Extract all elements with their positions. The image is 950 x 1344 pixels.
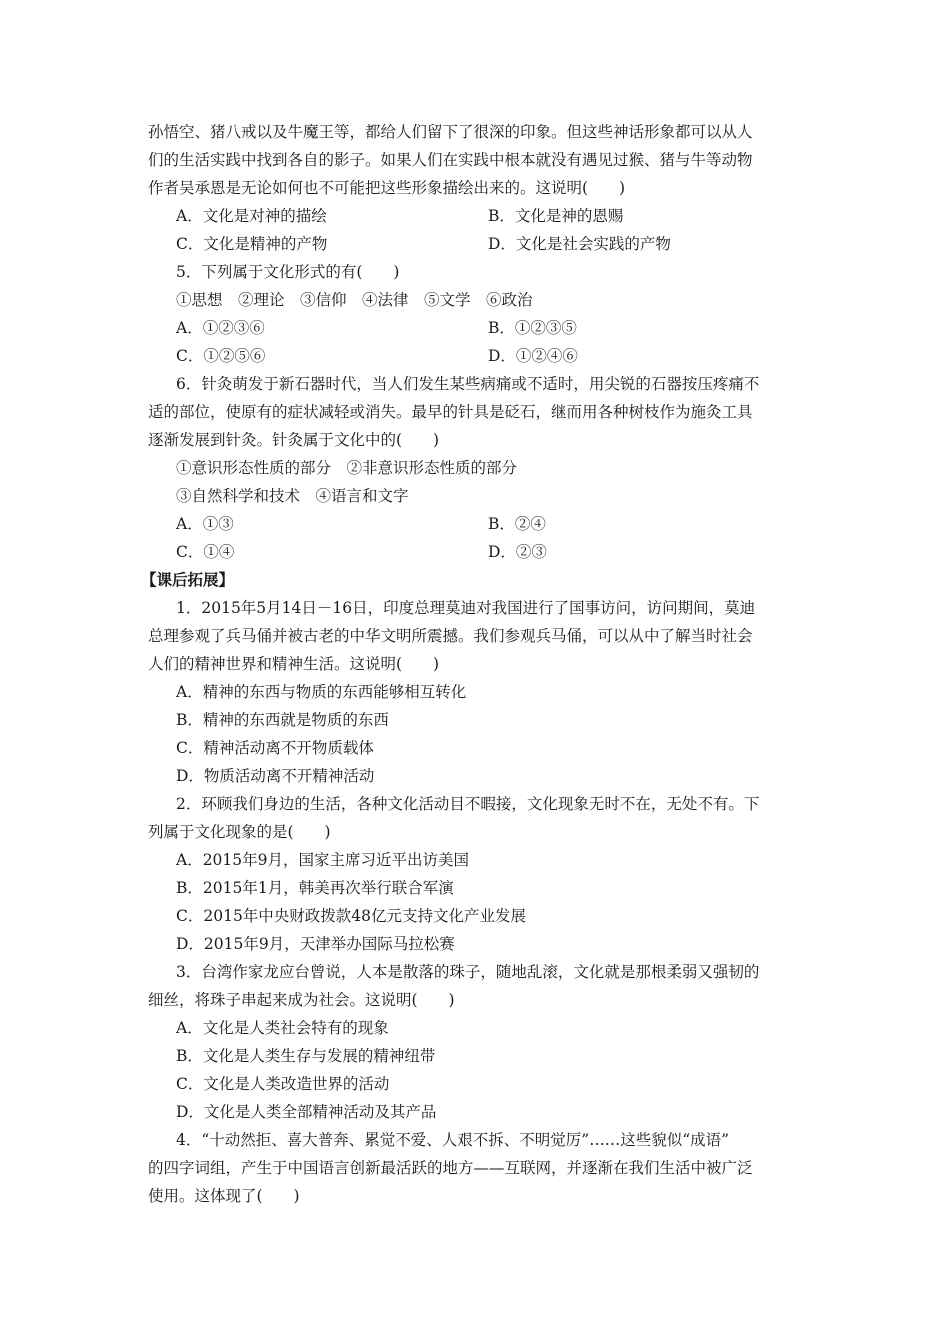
question-stem: 5．下列属于文化形式的有( ) xyxy=(176,263,400,281)
option-a: A．精神的东西与物质的东西能够相互转化 xyxy=(176,683,467,701)
option-b: B．①②③⑤ xyxy=(488,319,577,337)
option-d: D．物质活动离不开精神活动 xyxy=(176,767,375,785)
question-stem: 6．针灸萌发于新石器时代，当人们发生某些病痛或不适时，用尖锐的石器按压疼痛不 xyxy=(176,375,760,393)
option-c: C．①②⑤⑥ xyxy=(176,347,266,365)
question-items: ③自然科学和技术 ④语言和文字 xyxy=(176,487,409,505)
option-d: D．文化是人类全部精神活动及其产品 xyxy=(176,1103,437,1121)
question-stem: 2．环顾我们身边的生活，各种文化活动目不暇接，文化现象无时不在，无处不有。下 xyxy=(176,795,760,813)
question-stem-cont: 的四字词组，产生于中国语言创新最活跃的地方——互联网，并逐渐在我们生活中被广泛 xyxy=(148,1159,753,1177)
option-c: C．文化是精神的产物 xyxy=(176,235,328,253)
question-stem-cont: 适的部位，使原有的症状减轻或消失。最早的针具是砭石，继而用各种树枝作为施灸工具 xyxy=(148,403,753,421)
option-b: B．②④ xyxy=(488,515,546,533)
question-items: ①思想 ②理论 ③信仰 ④法律 ⑤文学 ⑥政治 xyxy=(176,291,533,309)
question-stem: 1．2015年5月14日－16日，印度总理莫迪对我国进行了国事访问，访问期间，莫迪 xyxy=(176,599,756,617)
option-a: A．文化是对神的描绘 xyxy=(176,207,327,225)
option-c: C．精神活动离不开物质载体 xyxy=(176,739,374,757)
question-stem: 4．“十动然拒、喜大普奔、累觉不爱、人艰不拆、不明觉厉”……这些貌似“成语” xyxy=(176,1131,730,1149)
option-a: A．文化是人类社会特有的现象 xyxy=(176,1019,389,1037)
paragraph-line: 们的生活实践中找到各自的影子。如果人们在实践中根本就没有遇见过猴、猪与牛等动物 xyxy=(148,151,753,169)
question-stem-cont: 人们的精神世界和精神生活。这说明( ) xyxy=(148,655,440,673)
question-stem-cont: 逐渐发展到针灸。针灸属于文化中的( ) xyxy=(148,431,440,449)
option-a: A．①②③⑥ xyxy=(176,319,265,337)
option-d: D．2015年9月，天津举办国际马拉松赛 xyxy=(176,935,455,953)
section-heading: 【课后拓展】 xyxy=(141,571,235,589)
question-stem-cont: 使用。这体现了( ) xyxy=(148,1187,300,1205)
option-d: D．②③ xyxy=(488,543,547,561)
question-stem-cont: 列属于文化现象的是( ) xyxy=(148,823,331,841)
option-b: B．文化是人类生存与发展的精神纽带 xyxy=(176,1047,436,1065)
paragraph-line: 作者吴承恩是无论如何也不可能把这些形象描绘出来的。这说明( ) xyxy=(148,179,626,197)
option-c: C．文化是人类改造世界的活动 xyxy=(176,1075,390,1093)
paragraph-line: 孙悟空、猪八戒以及牛魔王等，都给人们留下了很深的印象。但这些神话形象都可以从人 xyxy=(148,123,753,141)
option-d: D．①②④⑥ xyxy=(488,347,578,365)
option-c: C．①④ xyxy=(176,543,235,561)
option-a: A．①③ xyxy=(176,515,234,533)
option-b: B．精神的东西就是物质的东西 xyxy=(176,711,389,729)
question-stem-cont: 细丝，将珠子串起来成为社会。这说明( ) xyxy=(148,991,455,1009)
question-items: ①意识形态性质的部分 ②非意识形态性质的部分 xyxy=(176,459,518,477)
option-b: B．文化是神的恩赐 xyxy=(488,207,624,225)
option-b: B．2015年1月，韩美再次举行联合军演 xyxy=(176,879,454,897)
option-a: A．2015年9月，国家主席习近平出访美国 xyxy=(176,851,470,869)
option-d: D．文化是社会实践的产物 xyxy=(488,235,671,253)
option-c: C．2015年中央财政拨款48亿元支持文化产业发展 xyxy=(176,907,527,925)
question-stem-cont: 总理参观了兵马俑并被古老的中华文明所震撼。我们参观兵马俑，可以从中了解当时社会 xyxy=(148,627,753,645)
question-stem: 3．台湾作家龙应台曾说，人本是散落的珠子，随地乱滚，文化就是那根柔弱又强韧的 xyxy=(176,963,760,981)
